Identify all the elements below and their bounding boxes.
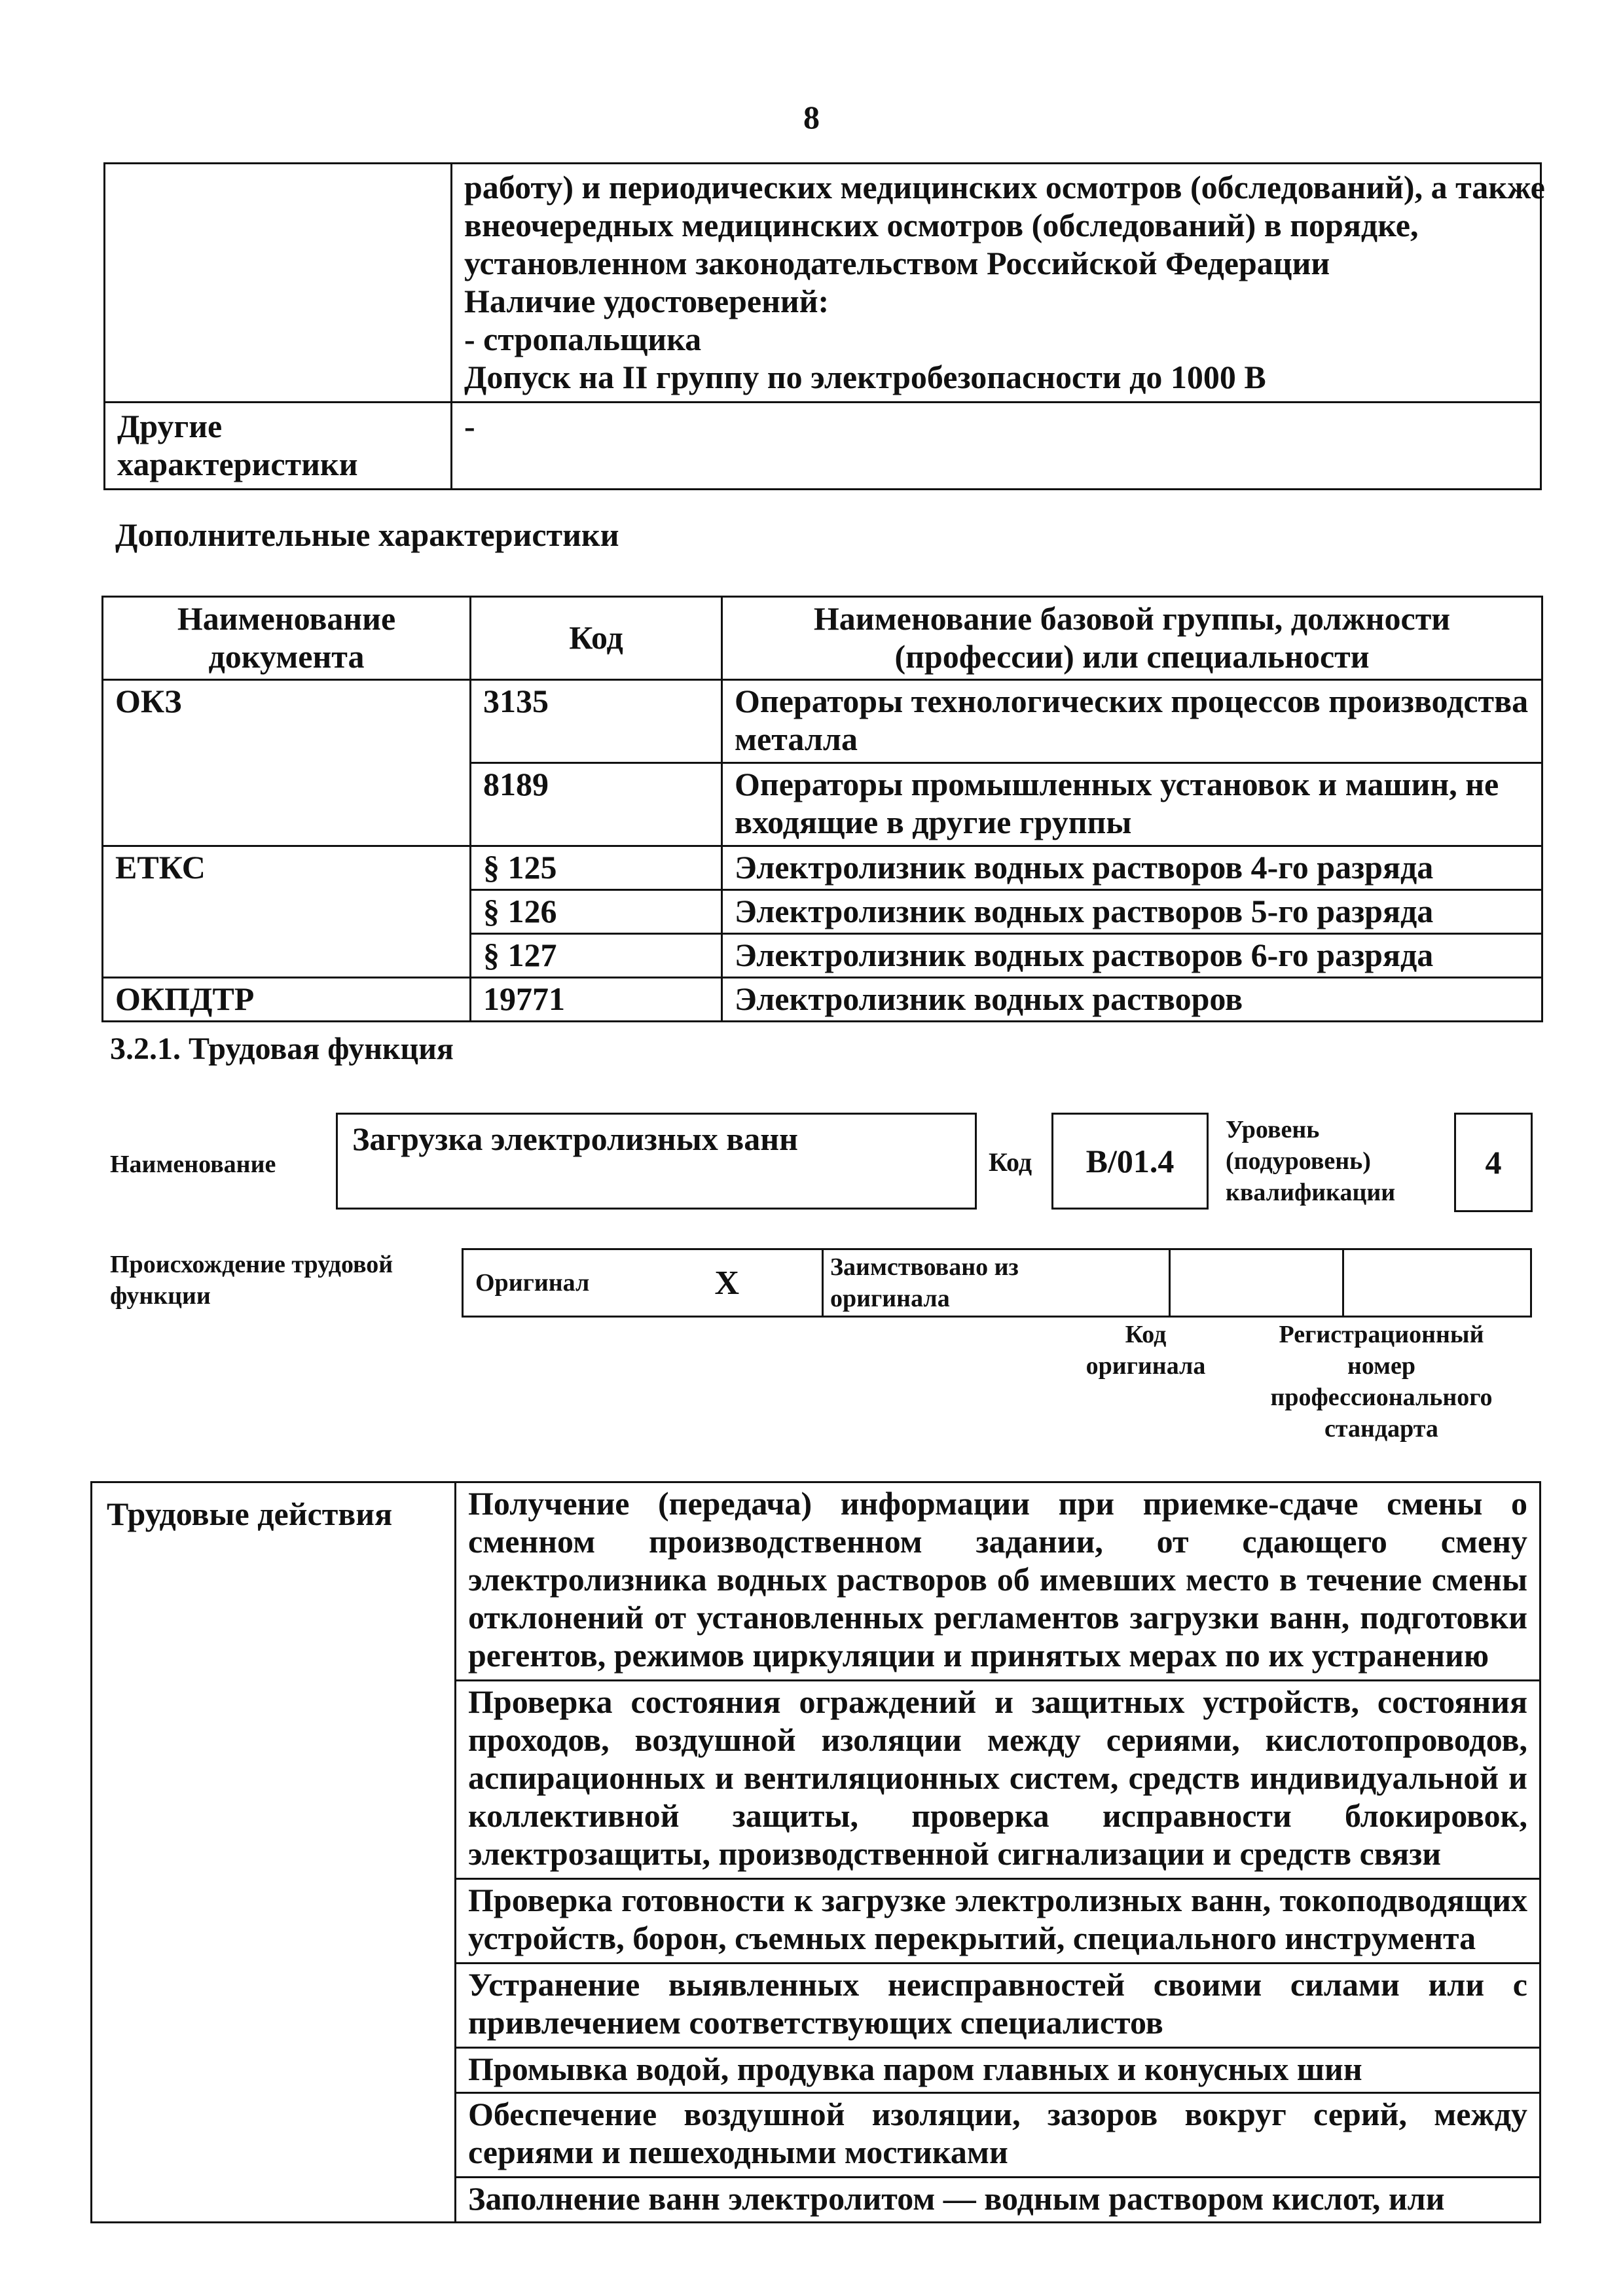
level-label-line: (подуровень): [1226, 1147, 1371, 1175]
requirements-line: внеочередных медицинских осмотров (обследований) в порядке,: [464, 207, 1419, 243]
requirements-line: Допуск на II группу по электробезопасности до 1000 В: [464, 359, 1266, 395]
action-item: Проверка состояния ограждений и защитных устройств, состояния проходов, воздушной изоляции между сериями, кислотопроводов, аспирационных и вентиляционных систем, средств индивидуальной и коллективной защиты, проверка исправности блокировок, электрозащиты, производственной сигнализации и средств связи: [456, 1681, 1541, 1879]
label-line: Другие: [117, 408, 223, 444]
caption-line: оригинала: [1085, 1352, 1206, 1380]
name-cell: Операторы технологических процессов производства металла: [722, 680, 1542, 763]
level-value-box: 4: [1454, 1113, 1533, 1212]
header-line: Наименование базовой группы, должности: [813, 600, 1451, 637]
label-line: характеристики: [117, 446, 358, 482]
caption-line: профессионального: [1270, 1384, 1493, 1411]
table-row: [463, 1249, 1531, 1317]
caption-line: Регистрационный: [1279, 1321, 1484, 1348]
name-cell: Электролизник водных растворов 4-го разряда: [722, 846, 1542, 890]
borrowed-label-line: Заимствовано из: [830, 1253, 1019, 1281]
action-item: Обеспечение воздушной изоляции, зазоров вокруг серий, между сериями и пешеходными мостиками: [456, 2093, 1541, 2178]
level-label: [1226, 1114, 1395, 1208]
header-line: (профессии) или специальности: [894, 638, 1370, 675]
code-cell: § 126: [471, 890, 722, 934]
function-code-box: B/01.4: [1051, 1113, 1209, 1210]
action-item: Заполнение ванн электролитом — водным раствором кислот, или: [456, 2178, 1541, 2223]
code-cell: § 127: [471, 934, 722, 978]
doc-cell: ОКЗ: [103, 680, 471, 846]
level-label-line: квалификации: [1226, 1179, 1396, 1206]
original-code-caption: [1061, 1319, 1231, 1382]
caption-line: стандарта: [1324, 1415, 1438, 1443]
table-row: [92, 1482, 1541, 1681]
name-cell: Электролизник водных растворов: [722, 978, 1542, 1022]
requirements-cell: [452, 164, 1545, 403]
original-mark: X: [715, 1249, 823, 1317]
other-characteristics-label: [105, 403, 452, 490]
other-characteristics-value: -: [452, 403, 1541, 490]
table-row: [105, 164, 1541, 403]
header-document: [103, 597, 471, 680]
additional-characteristics-table: [101, 596, 1543, 1022]
doc-cell: ОКПДТР: [103, 978, 471, 1022]
requirements-line: - стропальщика: [464, 321, 702, 357]
code-cell: 8189: [471, 763, 722, 846]
doc-cell: ЕТКС: [103, 846, 471, 978]
origin-label-line: функции: [110, 1282, 211, 1310]
code-cell: 3135: [471, 680, 722, 763]
requirements-line: установленном законодательством Российской Федерации: [464, 245, 1330, 281]
action-item: Промывка водой, продувка паром главных и конусных шин: [456, 2048, 1541, 2093]
empty-cell: [105, 164, 452, 403]
origin-table: [462, 1248, 1532, 1318]
original-code-cell: [1170, 1249, 1343, 1317]
requirements-line: Наличие удостоверений:: [464, 283, 830, 319]
qualification-requirements-table: [103, 162, 1545, 490]
borrowed-label-line: оригинала: [830, 1285, 950, 1312]
name-cell: Операторы промышленных установок и машин, не входящие в другие группы: [722, 763, 1542, 846]
header-line: документа: [208, 638, 365, 675]
labour-function-title: 3.2.1. Трудовая функция: [110, 1031, 454, 1066]
name-cell: Электролизник водных растворов 6-го разряда: [722, 934, 1542, 978]
table-row: [103, 680, 1542, 763]
caption-line: номер: [1347, 1352, 1416, 1380]
table-row: [103, 978, 1542, 1022]
name-label: Наименование: [110, 1151, 276, 1178]
header-line: Наименование: [177, 600, 396, 637]
level-label-line: Уровень: [1226, 1116, 1320, 1143]
header-code: Код: [471, 597, 722, 680]
page-number: 8: [803, 99, 820, 135]
code-label: Код: [989, 1147, 1032, 1177]
code-cell: § 125: [471, 846, 722, 890]
name-cell: Электролизник водных растворов 5-го разряда: [722, 890, 1542, 934]
header-name: [722, 597, 1542, 680]
function-name-box: Загрузка электролизных ванн: [336, 1113, 977, 1210]
action-item: Получение (передача) информации при приемке-сдаче смены о сменном производственном задании, от сдающего смену электролизника водных растворов об имевших место в течение смены отклонений от установленных регламентов загрузки ванн, подготовки регентов, режимов циркуляции и принятых мерах по их устранению: [456, 1482, 1541, 1681]
table-row: [105, 403, 1541, 490]
action-item: Устранение выявленных неисправностей своими силами или с привлечением соответствующих специалистов: [456, 1964, 1541, 2048]
requirements-line: работу) и периодических медицинских осмотров (обследований), а также: [464, 169, 1545, 206]
labour-actions-table: [90, 1481, 1541, 2223]
code-cell: 19771: [471, 978, 722, 1022]
registration-number-caption: [1234, 1319, 1529, 1444]
registration-number-cell: [1343, 1249, 1531, 1317]
table-header-row: [103, 597, 1542, 680]
action-item: Проверка готовности к загрузке электролизных ванн, токоподводящих устройств, борон, съемных перекрытий, специального инструмента: [456, 1879, 1541, 1964]
original-label: Оригинал: [463, 1249, 715, 1317]
caption-line: Код: [1125, 1321, 1167, 1348]
origin-label: [110, 1249, 393, 1312]
borrowed-label: [823, 1249, 1170, 1317]
table-row: [103, 846, 1542, 890]
origin-label-line: Происхождение трудовой: [110, 1251, 393, 1278]
section-heading: Дополнительные характеристики: [115, 516, 619, 553]
labour-actions-label: Трудовые действия: [92, 1482, 456, 2223]
